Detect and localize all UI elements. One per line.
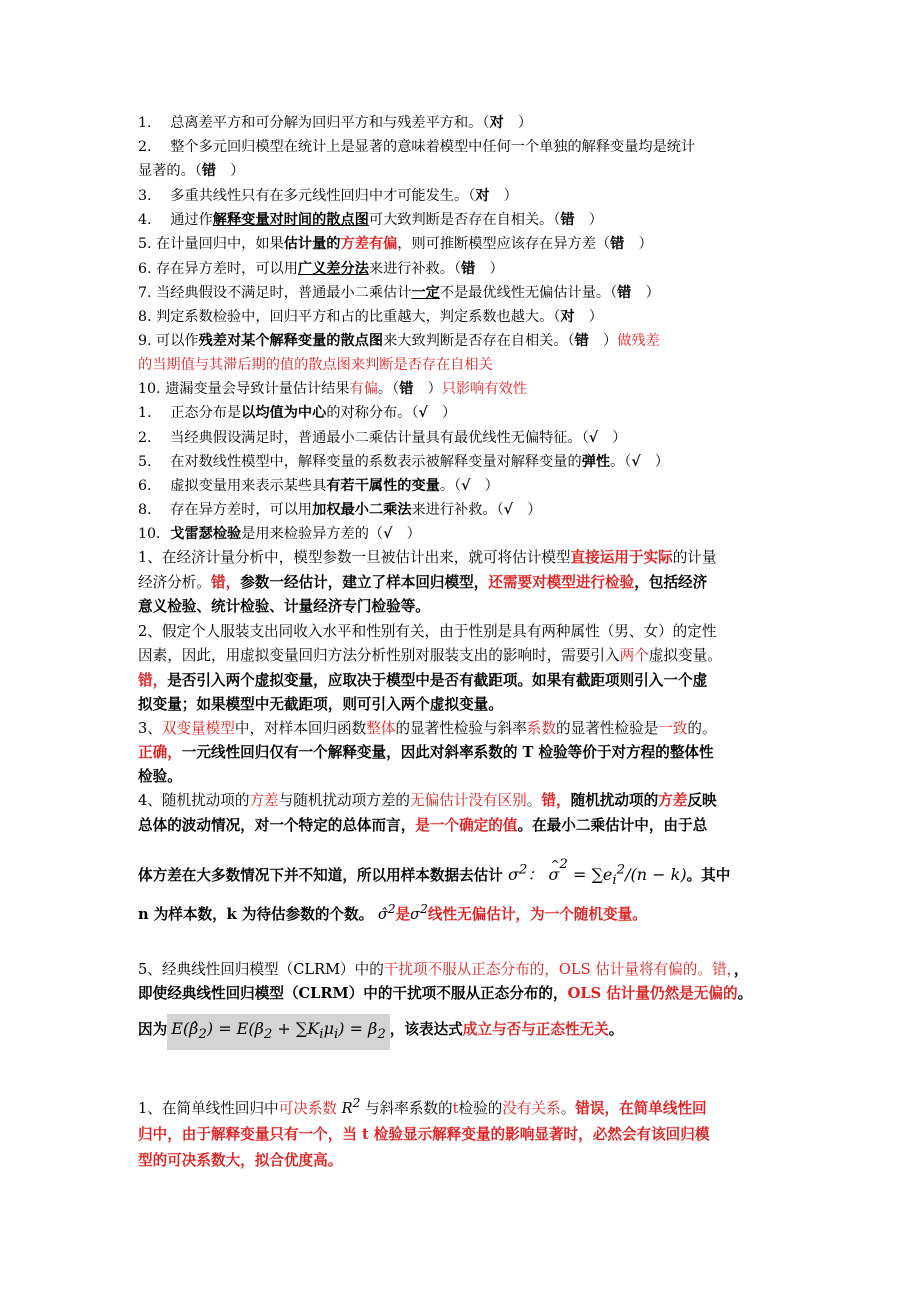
- q3-line1: 3、双变量模型中，对样本回归函数整体的显著性检验与斜率系数的显著性检验是一致的。: [138, 720, 717, 737]
- q6-line3: 型的可决系数大，拟合优度高。: [138, 1152, 343, 1169]
- check-item-1: 1. 正态分布是以均值为中心的对称分布。（√ ）: [138, 405, 457, 421]
- q6-line2: 归中，由于解释变量只有一个，当 t 检验显示解释变量的影响显著时，必然会有该回归模: [138, 1126, 710, 1143]
- tf-item-3: 3. 多重共线性只有在多元线性回归中才可能发生。（对 ）: [138, 188, 518, 204]
- tf-item-1: 1. 总离差平方和可分解为回归平方和与残差平方和。（对 ）: [138, 115, 533, 131]
- q1-line3: 意义检验、统计检验、计量经济专门检验等。: [138, 598, 430, 615]
- check-item-8: 8. 存在异方差时，可以用加权最小二乘法来进行补救。（√ ）: [138, 502, 542, 518]
- tf-item-5: 5. 在计量回归中，如果估计量的方差有偏，则可推断模型应该存在异方差（错 ）: [138, 236, 653, 252]
- tf-item-6: 6. 存在异方差时，可以用广义差分法来进行补救。（错 ）: [138, 261, 504, 277]
- tf-item-8: 8. 判定系数检验中，回归平方和占的比重越大，判定系数也越大。（对 ）: [138, 309, 603, 325]
- q5-line1: 5、经典线性回归模型（CLRM）中的干扰项不服从正态分布的，OLS 估计量将有偏的。错，，: [138, 961, 749, 978]
- tf-item-2-line1: 2. 整个多元回归模型在统计上是显著的意味着模型中任何一个单独的解释变量均是统计: [138, 139, 696, 155]
- tf-item-2-line2: 显著的。（错 ）: [138, 163, 245, 179]
- q5-line3: 因为 $E(\betâ_2) = E(\beta_2 + \sum K_i\mu_i) = \beta_2$ ，该表达式成立与否与正态性无关。: [138, 1014, 788, 1050]
- tf-item-9: 9. 可以作残差对某个解释变量的散点图来大致判断是否存在自相关。（错 ）做残差: [138, 333, 660, 349]
- expectation-formula: $E(\betâ_2) = E(\beta_2 + \sum K_i\mu_i) = \beta_2$: [167, 1014, 390, 1050]
- q1-line1: 1、在经济计量分析中，模型参数一旦被估计出来，就可将估计模型直接运用于实际的计量: [138, 549, 717, 566]
- tf-item-9-note: 的当期值与其滞后期的值的散点图来判断是否存在自相关: [138, 357, 493, 373]
- check-item-6: 6. 虚拟变量用来表示某些具有若干属性的变量。（√ ）: [138, 478, 499, 494]
- tf-item-10: 10. 遗漏变量会导致计量估计结果有偏。（错 ）只影响有效性: [138, 381, 527, 397]
- q3-line3: 检验。: [138, 768, 182, 785]
- q1-line2: 经济分析。错，参数一经估计，建立了样本回归模型，还需要对模型进行检验，包括经济: [138, 574, 708, 591]
- tf-item-4: 4. 通过作解释变量对时间的散点图可大致判断是否存在自相关。（错 ）: [138, 212, 603, 228]
- q6-line1: 1、在简单线性回归中可决系数 $R^2$ 与斜率系数的t检验的没有关系。错误，在简单线性回: [138, 1096, 707, 1117]
- r-squared-symbol: $R^2$: [337, 1096, 361, 1117]
- q4-line4: n 为样本数，k 为待估参数的个数。 σ̂$^2$是$\sigma^2$线性无偏估计，为一个随机变量。: [138, 902, 647, 923]
- q2-line1: 2、假定个人服装支出同收入水平和性别有关，由于性别是具有两种属性（男、女）的定性: [138, 623, 717, 640]
- sigma-symbol: $\sigma^2$: [410, 902, 428, 923]
- q4-line2: 总体的波动情况，对一个特定的总体而言，是一个确定的值。在最小二乘估计中，由于总: [138, 817, 708, 834]
- check-item-2: 2. 当经典假设满足时，普通最小二乘估计量具有最优线性无偏特征。（√ ）: [138, 430, 627, 446]
- q2-line2: 因素，因此，用虚拟变量回归方法分析性别对服装支出的影响时，需要引入两个虚拟变量。: [138, 647, 722, 664]
- check-item-5: 5. 在对数线性模型中，解释变量的系数表示被解释变量对解释变量的弹性。（√ ）: [138, 454, 670, 470]
- q5-line2: 即使经典线性回归模型（CLRM）中的干扰项不服从正态分布的，OLS 估计量仍然是无偏的。: [138, 985, 753, 1002]
- q4-line3: 体方差在大多数情况下并不知道，所以用样本数据去估计 $\sigma^2$： ^ $\sigma^2 = \sum e_i^2/(n - k)$。其中: [138, 850, 788, 896]
- q3-line2: 正确，一元线性回归仅有一个解释变量，因此对斜率系数的 T 检验等价于对方程的整体性: [138, 744, 714, 761]
- check-item-10: 10．戈雷瑟检验是用来检验异方差的（√ ）: [138, 526, 421, 542]
- sigma-hat-symbol: σ̂$^2$: [373, 902, 396, 923]
- q2-line4: 拟变量；如果模型中无截距项，则可引入两个虚拟变量。: [138, 696, 503, 713]
- tf-item-7: 7. 当经典假设不满足时，普通最小二乘估计一定不是最优线性无偏估计量。（错 ）: [138, 285, 660, 301]
- q4-line1: 4、随机扰动项的方差与随机扰动项方差的无偏估计没有区别。错，随机扰动项的方差反映: [138, 792, 717, 809]
- sigma-squared-formula: $\sigma^2$： ^ $\sigma^2 = \sum e_i^2/(n - k)$: [503, 865, 687, 884]
- q2-line3: 错，是否引入两个虚拟变量，应取决于模型中是否有截距项。如果有截距项则引入一个虚: [138, 672, 708, 689]
